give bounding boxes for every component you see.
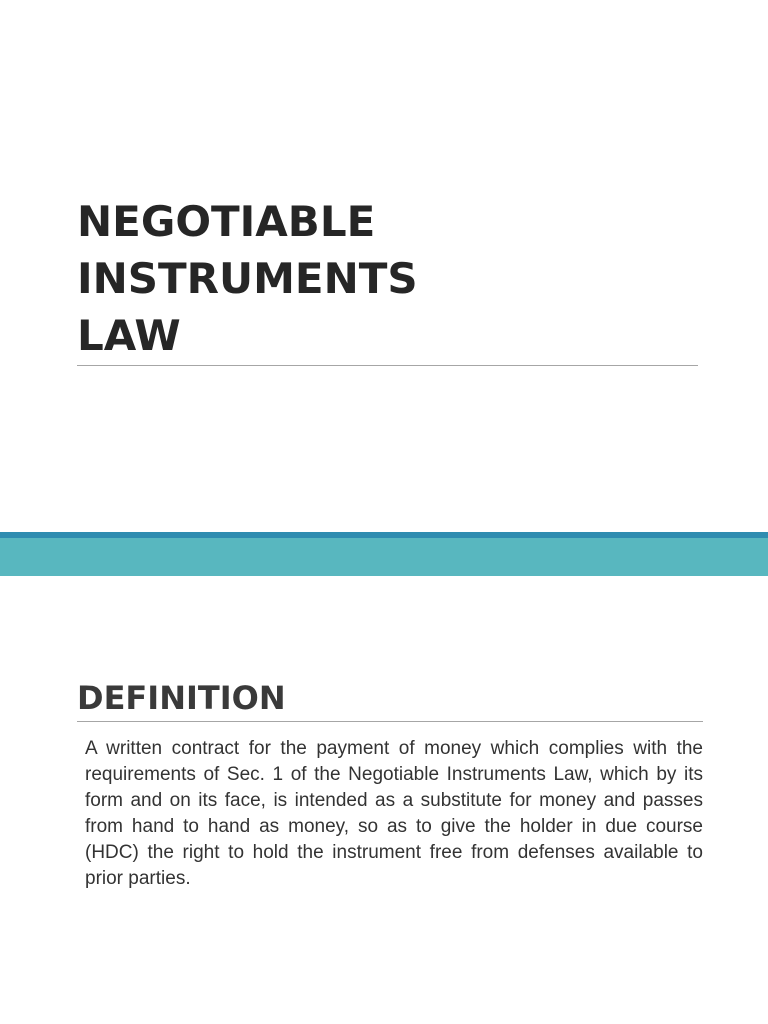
separator-band xyxy=(0,538,768,576)
title-divider xyxy=(77,365,698,366)
definition-body: A written contract for the payment of money which complies with the requirements of Sec. 1 of the Negotiable Instruments Law, which by its form and on its face, is intended as a substitute for money and passes from hand to hand as money, so as to give the holder in due course (HDC) the right to hold the instrument free from defenses available to prior parties. xyxy=(85,738,703,889)
title-line-3: LAW xyxy=(77,311,181,360)
definition-slide xyxy=(0,576,768,1024)
title-line-2: INSTRUMENTS xyxy=(77,254,418,303)
title-line-1: NEGOTIABLE xyxy=(77,197,376,246)
slide-title xyxy=(77,193,677,364)
definition-divider xyxy=(77,721,703,722)
definition-heading: DEFINITION xyxy=(77,679,286,717)
